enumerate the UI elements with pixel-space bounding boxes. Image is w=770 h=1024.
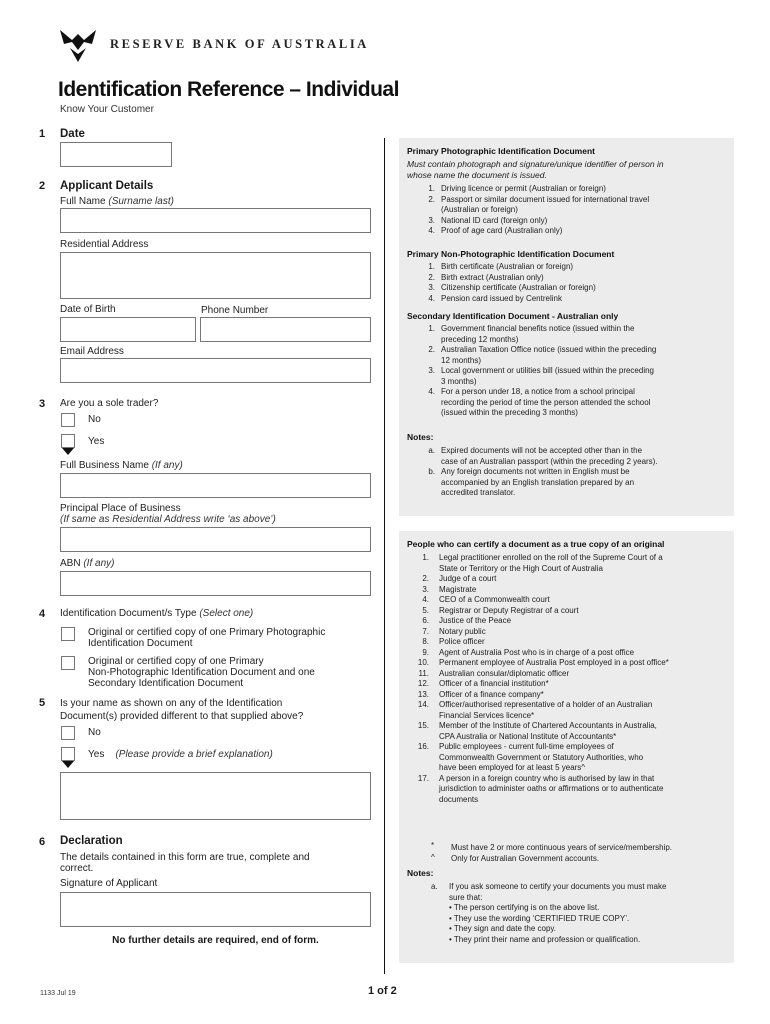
footnote-star-symbol: *	[431, 841, 435, 850]
section-5-number: 5	[39, 697, 46, 709]
list-item	[407, 658, 729, 669]
signature-label: Signature of Applicant	[60, 878, 158, 889]
list-item	[407, 226, 729, 237]
list-item	[407, 637, 729, 648]
list-item-text: A person in a foreign country who is authorised by law in that	[439, 773, 655, 783]
phone-label: Phone Number	[201, 305, 269, 316]
section-6-number: 6	[39, 836, 46, 848]
list-item-text: Judge of a court	[439, 574, 497, 583]
list-item	[407, 324, 729, 345]
list-item-text: Member of the Institute of Chartered Accountants in Australia,	[439, 721, 657, 730]
list-item-text: Citizenship certificate (Australian or foreign)	[441, 283, 596, 292]
list-item-text: CEO of a Commonwealth court	[439, 595, 550, 604]
section-3-number: 3	[39, 398, 46, 410]
list-item-text: Government financial benefits notice (issued within the	[441, 324, 635, 333]
list-item	[407, 467, 729, 499]
date-field[interactable]	[60, 142, 172, 167]
list-item-text: jurisdiction to administer oaths or affirmations or to authenticate	[439, 784, 664, 793]
list-item	[407, 721, 729, 742]
list-item-number: 6.	[422, 616, 429, 625]
full-name-label: Full Name (Surname last)	[60, 196, 174, 207]
list-item-text: Birth extract (Australian only)	[441, 272, 544, 282]
section-1-number: 1	[39, 128, 46, 140]
sole-trader-no-label: No	[88, 414, 101, 425]
footnote-star: Must have 2 or more continuous years of service/membership.	[451, 843, 672, 852]
list-item-text: have been employed for at least 5 years^	[439, 763, 586, 772]
list-item-text: recording the period of time the person attended the school	[441, 397, 651, 407]
list-item	[407, 216, 729, 227]
list-item-text: documents	[439, 794, 479, 804]
list-item	[407, 648, 729, 659]
list-item-number: 2.	[428, 194, 435, 204]
name-different-question: Is your name as shown on any of the Identification Document(s) provided different to that supplied above?	[60, 698, 304, 722]
list-item-text: (issued within the preceding 3 months)	[441, 408, 578, 417]
list-item-number: 4.	[428, 226, 435, 235]
end-of-form-note: No further details are required, end of form.	[112, 935, 319, 946]
list-item-text: Justice of the Peace	[439, 616, 512, 625]
arrow-down-icon	[62, 761, 74, 768]
list-item	[407, 366, 729, 387]
list-item	[407, 742, 729, 774]
primary-photo-title: Primary Photographic Identification Document	[407, 146, 595, 156]
sole-trader-no-checkbox[interactable]	[61, 413, 75, 427]
page-subtitle: Know Your Customer	[60, 104, 154, 115]
panel2-note-a-number: a.	[431, 882, 438, 891]
list-item	[407, 669, 729, 680]
id-option-2-checkbox[interactable]	[61, 656, 75, 670]
primary-photo-list	[407, 184, 729, 237]
explanation-field[interactable]	[60, 772, 371, 820]
list-item-number: 4.	[428, 293, 435, 303]
name-different-no-checkbox[interactable]	[61, 726, 75, 740]
list-item	[407, 446, 729, 467]
abn-field[interactable]	[60, 571, 371, 596]
list-item-number: 16.	[417, 742, 429, 751]
list-item	[407, 679, 729, 690]
list-item-text: CPA Australia or National Institute of Accountants*	[439, 731, 617, 741]
list-item-text: (Australian or foreign)	[441, 205, 518, 214]
list-item-number: 3.	[428, 215, 435, 225]
id-option-1-label: Original or certified copy of one Primary Photographic Identification Document	[88, 627, 326, 649]
arrow-down-icon	[62, 448, 74, 455]
list-item	[407, 585, 729, 596]
list-item-text: Financial Services licence*	[439, 710, 535, 720]
id-option-2-label: Original or certified copy of one Primary Non-Photographic Identification Document and one Secondary Identification Document	[88, 656, 315, 689]
list-item-number: 12.	[417, 679, 429, 688]
list-item-number: 4.	[428, 387, 435, 396]
sole-trader-yes-checkbox[interactable]	[61, 434, 75, 448]
panel2-notes-title: Notes:	[407, 868, 434, 878]
principal-place-label: Principal Place of Business	[60, 503, 181, 514]
list-item-number: 3.	[428, 283, 435, 292]
secondary-title: Secondary Identification Document - Australian only	[407, 311, 619, 321]
list-item-text: Permanent employee of Australia Post employed in a post office*	[439, 658, 669, 667]
list-item-text: Passport or similar document issued for international travel	[441, 194, 650, 204]
id-option-1-checkbox[interactable]	[61, 627, 75, 641]
list-item-text: National ID card (foreign only)	[441, 215, 548, 225]
list-item	[407, 273, 729, 284]
full-name-field[interactable]	[60, 208, 371, 233]
list-item	[407, 387, 729, 419]
panel1-notes-list	[407, 446, 729, 499]
email-field[interactable]	[60, 358, 371, 383]
list-item-number: 11.	[418, 668, 429, 678]
list-item-text: preceding 12 months)	[441, 334, 519, 344]
list-item-text: 12 months)	[441, 355, 482, 365]
rba-logo	[58, 26, 98, 64]
business-name-field[interactable]	[60, 473, 371, 498]
dob-label: Date of Birth	[60, 304, 116, 315]
certifiers-panel	[399, 531, 734, 963]
list-item-text: Legal practitioner enrolled on the roll of the Supreme Court of a	[439, 553, 663, 562]
principal-place-hint: (If same as Residential Address write ‘as above’)	[60, 514, 276, 525]
list-item-number: 2.	[428, 345, 435, 354]
list-item-number: 1.	[428, 184, 435, 193]
list-item-text: Expired documents will not be accepted other than in the	[441, 446, 643, 455]
signature-field[interactable]	[60, 892, 371, 927]
page-number: 1 of 2	[368, 985, 397, 997]
name-different-yes-label: Yes (Please provide a brief explanation)	[88, 749, 273, 760]
certifiers-list	[407, 553, 729, 805]
list-item-number: 17.	[417, 773, 429, 783]
list-item	[407, 595, 729, 606]
name-different-yes-checkbox[interactable]	[61, 747, 75, 761]
footnote-caret: Only for Australian Government accounts.	[451, 854, 600, 863]
list-item-number: 3.	[422, 584, 429, 594]
list-item	[407, 294, 729, 305]
list-item-number: 1.	[428, 262, 435, 271]
list-item-number: 4.	[422, 595, 429, 604]
section-4-number: 4	[39, 608, 46, 620]
list-item	[407, 574, 729, 585]
list-item-number: 5.	[422, 605, 429, 615]
list-item-text: Australian consular/diplomatic officer	[439, 668, 570, 678]
list-item-text: 3 months)	[441, 376, 477, 386]
section-6-title: Declaration	[60, 835, 123, 847]
sole-trader-question: Are you a sole trader?	[60, 398, 159, 409]
primary-photo-note: Must contain photograph and signature/unique identifier of person in whose name the document is issued.	[407, 159, 664, 180]
list-item-text: accompanied by an English translation prepared by an	[441, 477, 635, 487]
list-item-number: 14.	[417, 700, 429, 709]
list-item-text: State or Territory or the High Court of Australia	[439, 563, 603, 573]
list-item	[407, 283, 729, 294]
list-item-text: Agent of Australia Post who is in charge of a post office	[439, 647, 635, 657]
list-item-text: Any foreign documents not written in English must be	[441, 467, 630, 476]
list-item	[407, 184, 729, 195]
list-item-text: For a person under 18, a notice from a school principal	[441, 387, 635, 396]
list-item-text: Police officer	[439, 637, 485, 646]
list-item-text: Registrar or Deputy Registrar of a court	[439, 605, 579, 615]
list-item-text: Notary public	[439, 626, 486, 636]
list-item-number: b.	[428, 467, 435, 476]
list-item-text: Magistrate	[439, 584, 477, 594]
list-item-text: Birth certificate (Australian or foreign)	[441, 262, 574, 271]
id-documents-panel	[399, 138, 734, 516]
list-item	[407, 616, 729, 627]
dob-field[interactable]	[60, 317, 196, 342]
primary-nonphoto-list	[407, 262, 729, 304]
list-item-number: 9.	[422, 647, 429, 657]
name-different-no-label: No	[88, 727, 101, 738]
list-item-number: 1.	[422, 553, 429, 562]
list-item-number: 3.	[428, 366, 435, 375]
abn-label: ABN (If any)	[60, 558, 115, 569]
section-1-title: Date	[60, 128, 85, 140]
certifiers-title: People who can certify a document as a true copy of an original	[407, 539, 665, 549]
list-item-text: Officer/authorised representative of a holder of an Australian	[439, 700, 653, 709]
list-item-text: accredited translator.	[441, 488, 516, 497]
list-item-text: Proof of age card (Australian only)	[441, 226, 563, 235]
list-item-text: Public employees - current full-time employees of	[439, 742, 614, 751]
list-item	[407, 262, 729, 273]
list-item-text: Officer of a financial institution*	[439, 679, 549, 688]
list-item-number: 2.	[422, 574, 429, 583]
list-item-number: 7.	[422, 626, 429, 636]
list-item-number: 15.	[417, 721, 429, 730]
list-item-text: Officer of a finance company*	[439, 689, 544, 699]
declaration-text: The details contained in this form are true, complete and correct.	[60, 852, 310, 874]
list-item-number: 13.	[417, 689, 429, 699]
section-2-number: 2	[39, 180, 46, 192]
secondary-list	[407, 324, 729, 419]
residential-address-field[interactable]	[60, 252, 371, 299]
list-item	[407, 195, 729, 216]
panel1-notes-title: Notes:	[407, 432, 434, 442]
residential-address-label: Residential Address	[60, 239, 149, 250]
list-item-text: Commonwealth Government or Statutory Authorities, who	[439, 752, 644, 762]
list-item-text: Driving licence or permit (Australian or foreign)	[441, 184, 606, 193]
email-label: Email Address	[60, 346, 124, 357]
principal-place-field[interactable]	[60, 527, 371, 552]
list-item	[407, 606, 729, 617]
list-item-number: 8.	[422, 637, 429, 646]
list-item	[407, 774, 729, 806]
column-divider	[384, 138, 385, 974]
list-item-number: 10.	[417, 658, 429, 667]
list-item-number: 2.	[428, 272, 435, 282]
list-item-text: Local government or utilities bill (issued within the preceding	[441, 366, 654, 375]
list-item-number: 1.	[428, 324, 435, 333]
brand-name: RESERVE BANK OF AUSTRALIA	[110, 37, 369, 51]
list-item-text: case of an Australian passport (within the preceding 2 years).	[441, 456, 658, 466]
list-item-text: Pension card issued by Centrelink	[441, 293, 562, 303]
list-item	[407, 700, 729, 721]
list-item	[407, 690, 729, 701]
id-type-label: Identification Document/s Type (Select one)	[60, 608, 254, 619]
business-name-label: Full Business Name (If any)	[60, 460, 183, 471]
phone-field[interactable]	[200, 317, 371, 342]
list-item	[407, 553, 729, 574]
panel2-note-a: If you ask someone to certify your documents you must make sure that: • The person certifying is on the above list. • They use the wording ‘CERTIFIED TRUE COPY’. • They sign and date the copy. • They print their name and profession or qualification.	[449, 882, 667, 944]
sole-trader-yes-label: Yes	[88, 436, 105, 447]
form-code: 1133 Jul 19	[40, 990, 76, 997]
footnote-caret-symbol: ^	[431, 853, 435, 862]
list-item-number: a.	[428, 446, 435, 455]
list-item-text: Australian Taxation Office notice (issued within the preceding	[441, 345, 657, 354]
primary-nonphoto-title: Primary Non-Photographic Identification Document	[407, 249, 615, 259]
page-title: Identification Reference – Individual	[58, 78, 399, 101]
list-item	[407, 627, 729, 638]
section-2-title: Applicant Details	[60, 180, 154, 192]
list-item	[407, 345, 729, 366]
